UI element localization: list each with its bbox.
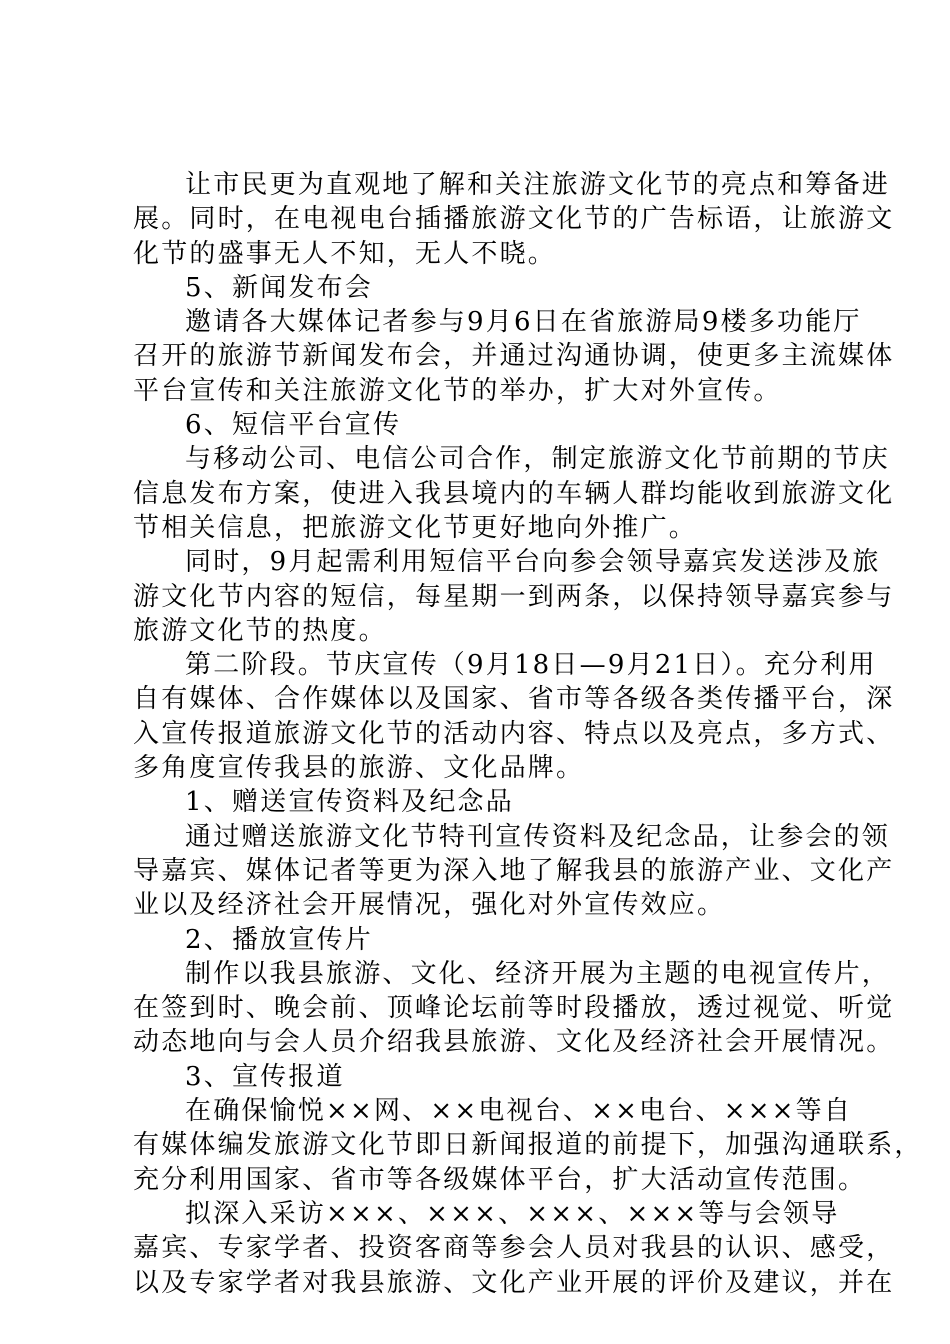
- text-line: 在签到时、晚会前、顶峰论坛前等时段播放，透过视觉、听觉: [133, 993, 895, 1024]
- text-line: 导嘉宾、媒体记者等更为深入地了解我县的旅游产业、文化产: [133, 855, 895, 886]
- text-line: 动态地向与会人员介绍我县旅游、文化及经济社会开展情况。: [133, 1027, 895, 1058]
- text-line: 与移动公司、电信公司合作，制定旅游文化节前期的节庆: [185, 444, 891, 475]
- document-body-text: [133, 168, 923, 1300]
- text-line: 信息发布方案，使进入我县境内的车辆人群均能收到旅游文化: [133, 478, 895, 509]
- text-line: 制作以我县旅游、文化、经济开展为主题的电视宣传片，: [185, 958, 891, 989]
- text-line: 嘉宾、专家学者、投资客商等参会人员对我县的认识、感受，: [133, 1233, 895, 1264]
- text-line: 展。同时，在电视电台插播旅游文化节的广告标语，让旅游文: [133, 204, 895, 235]
- text-line: 节相关信息，把旅游文化节更好地向外推广。: [133, 512, 698, 543]
- text-line: 拟深入采访×××、×××、×××、×××等与会领导: [185, 1198, 840, 1229]
- text-line: 自有媒体、合作媒体以及国家、省市等各级各类传播平台，深: [133, 684, 895, 715]
- text-line: 充分利用国家、省市等各级媒体平台，扩大活动宣传范围。: [133, 1164, 867, 1195]
- text-line: 5、新闻发布会: [185, 272, 373, 303]
- text-line: 1、赠送宣传资料及纪念品: [185, 787, 514, 818]
- text-line: 多角度宣传我县的旅游、文化品牌。: [133, 753, 585, 784]
- text-line: 第二阶段。节庆宣传（9月18日—9月21日）。充分利用: [185, 650, 877, 681]
- text-line: 平台宣传和关注旅游文化节的举办，扩大对外宣传。: [133, 375, 782, 406]
- text-line: 旅游文化节的热度。: [133, 615, 387, 646]
- text-line: 3、宣传报道: [185, 1061, 345, 1092]
- text-line: 让市民更为直观地了解和关注旅游文化节的亮点和筹备进: [185, 170, 891, 200]
- text-line: 召开的旅游节新闻发布会，并通过沟通协调，使更多主流媒体: [133, 341, 895, 372]
- text-line: 入宣传报道旅游文化节的活动内容、特点以及亮点，多方式、: [133, 718, 895, 749]
- text-line: 通过赠送旅游文化节特刊宣传资料及纪念品，让参会的领: [185, 821, 891, 852]
- text-line: 2、播放宣传片: [185, 924, 373, 955]
- text-line: 在确保愉悦××网、××电视台、××电台、×××等自: [185, 1096, 853, 1127]
- text-line: 化节的盛事无人不知，无人不晓。: [133, 238, 557, 269]
- text-line: 6、短信平台宣传: [185, 410, 402, 441]
- text-line: 同时，9月起需利用短信平台向参会领导嘉宾发送涉及旅: [185, 547, 881, 578]
- text-line: 以及专家学者对我县旅游、文化产业开展的评价及建议，并在: [133, 1267, 895, 1298]
- text-line: 业以及经济社会开展情况，强化对外宣传效应。: [133, 890, 726, 921]
- text-line: 有媒体编发旅游文化节即日新闻报道的前提下，加强沟通联系，: [133, 1130, 923, 1161]
- text-line: 游文化节内容的短信，每星期一到两条，以保持领导嘉宾参与: [133, 581, 895, 612]
- text-line: 邀请各大媒体记者参与9月6日在省旅游局9楼多功能厅: [185, 307, 862, 338]
